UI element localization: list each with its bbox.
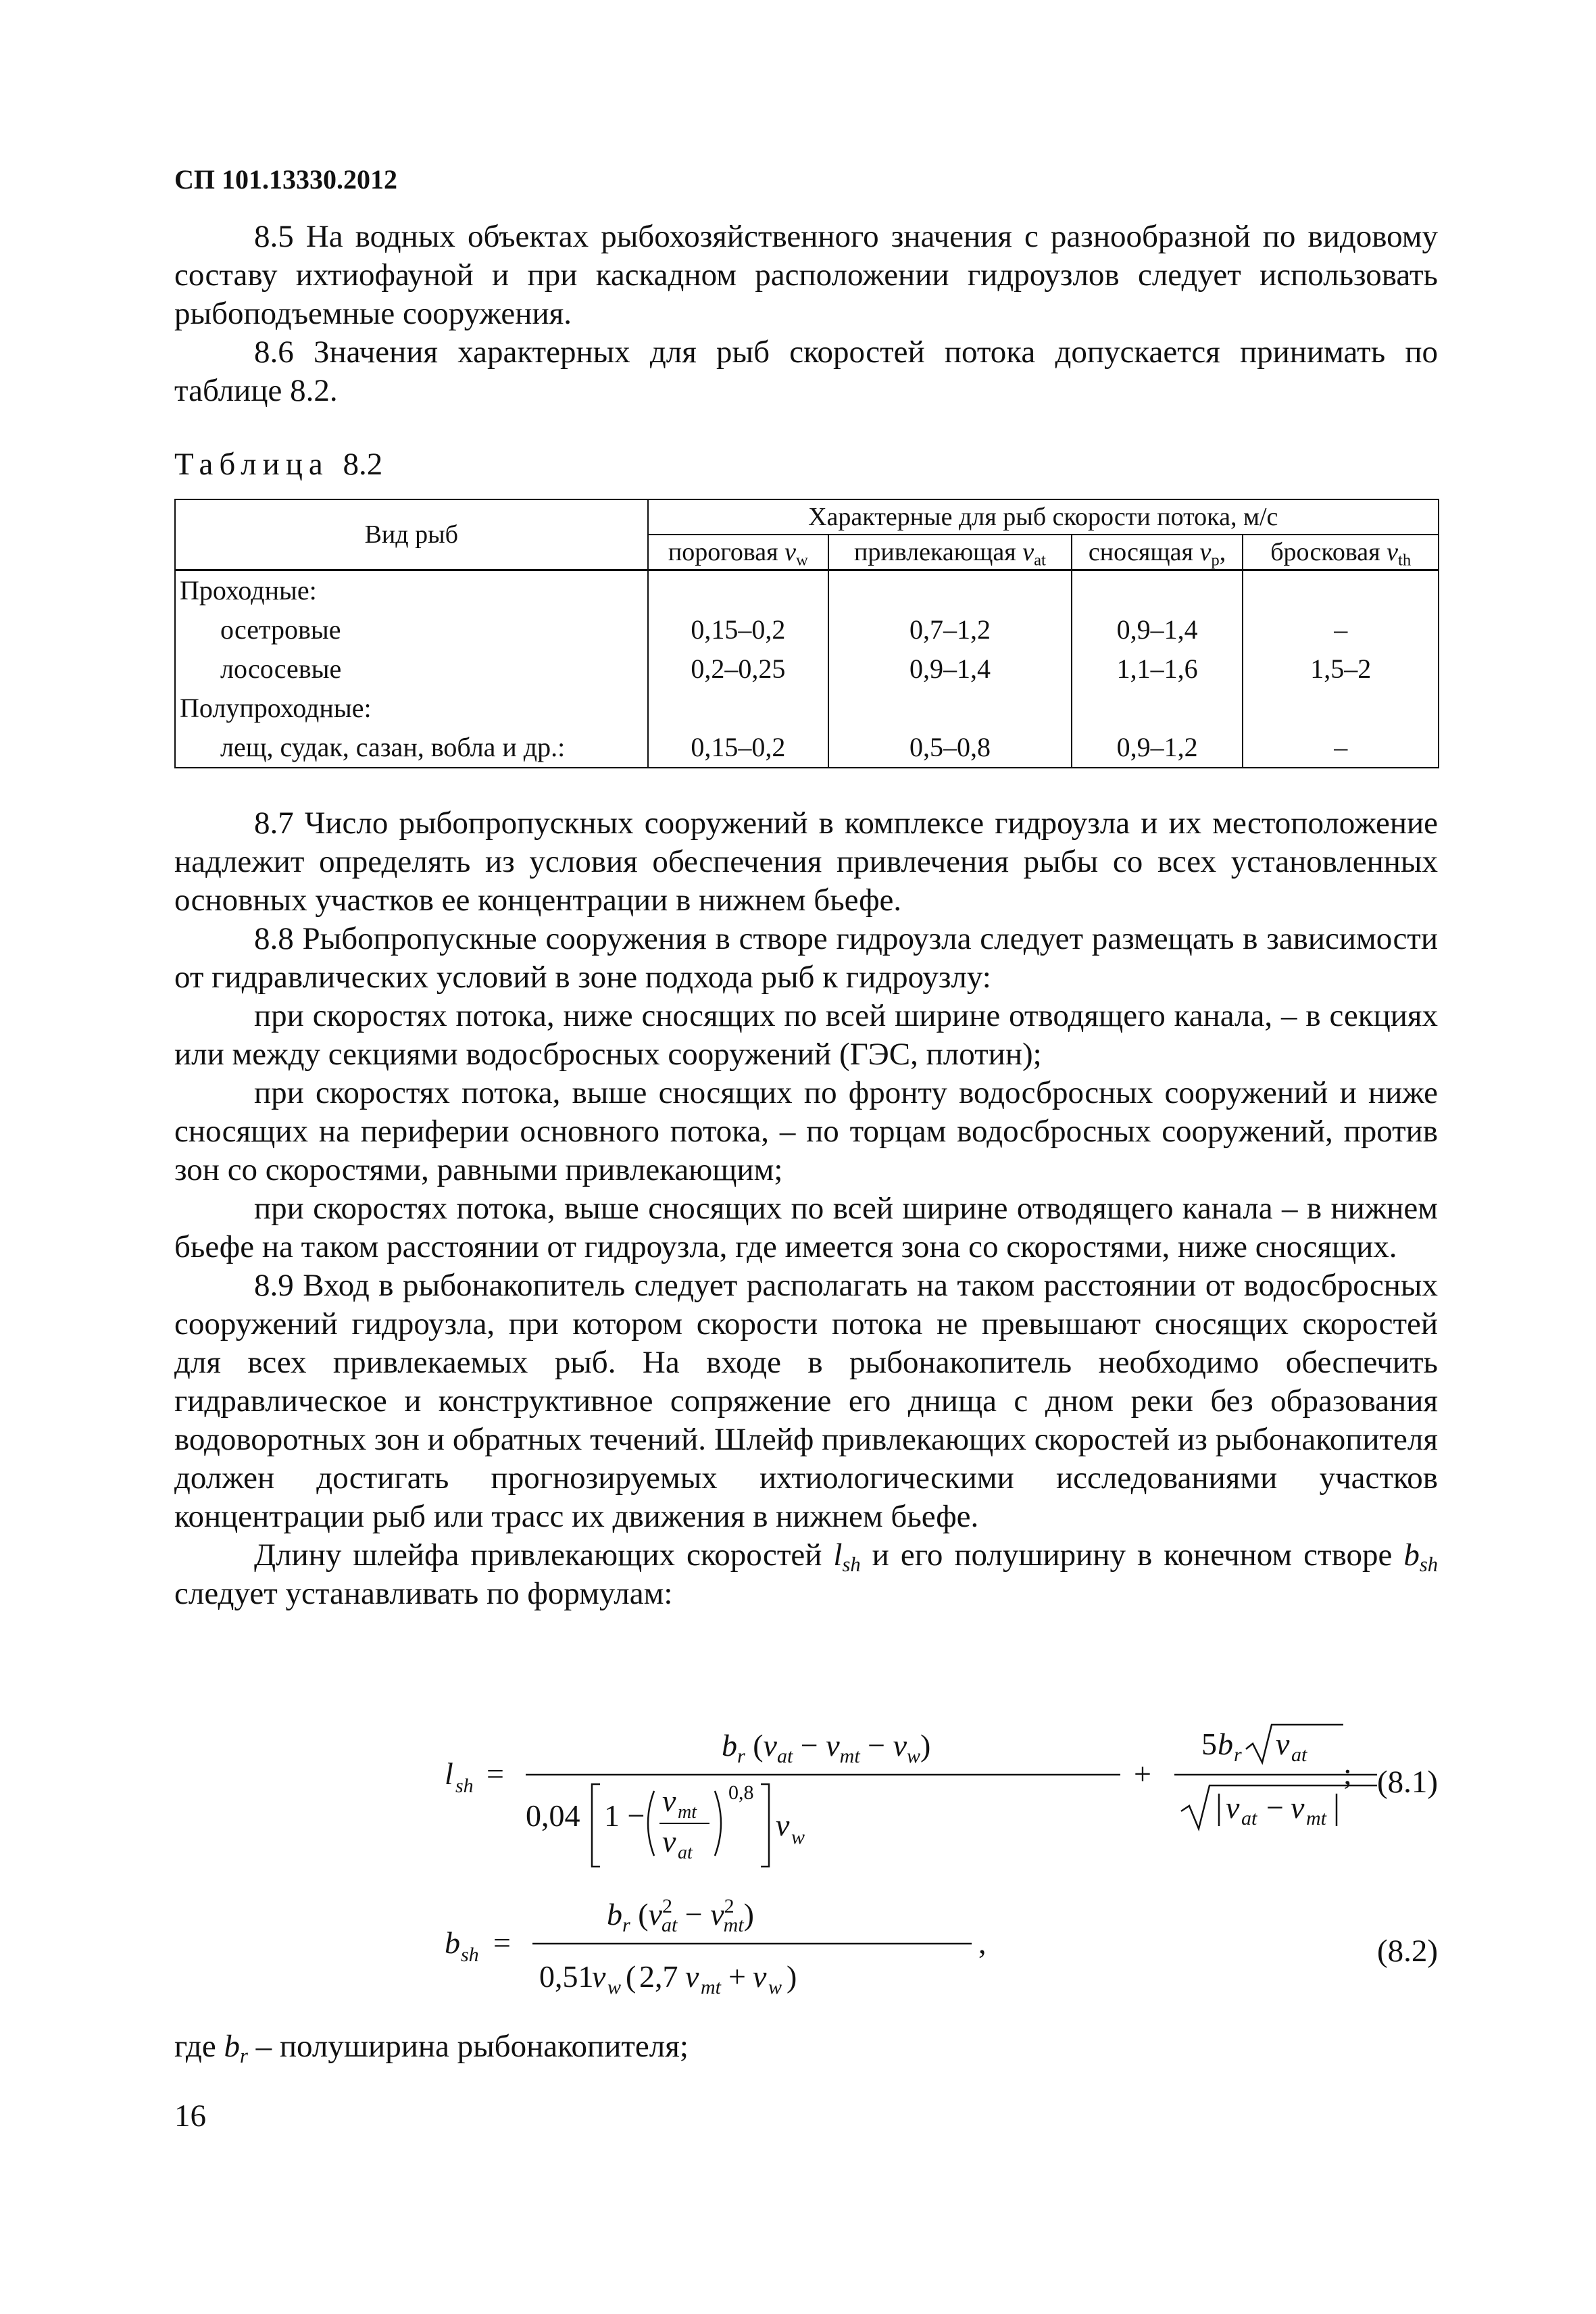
where-clause (174, 2027, 1438, 2066)
svg-text:mt: mt (1306, 1807, 1326, 1829)
value-cell: 0,9–1,4 (1116, 614, 1198, 645)
header-sweeping-speed: сносящая $v_p$, (1072, 535, 1243, 570)
paragraph-8-9: 8.9 Вход в рыбонакопитель следует располагать на таком расстоянии от водосбросных сооружений гидроузла, при котором скорости потока не превышают сносящих скоростей для всех привлекаемых рыб. На входе в рыбонакопитель необходимо обеспечить гидравлическое и конструктивное сопряжение его днища с дном реки без образования водоворотных зон и обратных течений. Шлейф привлекающих скоростей из рыбонакопителя должен достигать прогнозируемых ихтиологическими исследованиями участков концентрации рыб или трасс их движения в нижнем бьефе. (174, 1268, 1438, 1534)
paragraph-8-8-item-1: при скоростях потока, ниже сносящих по всей ширине отводящего канала, – в секциях или между секциями водосбросных сооружений (ГЭС, плотин); (174, 998, 1438, 1072)
svg-text:mt: mt (701, 1976, 721, 1998)
coef-5: 5 (1201, 1727, 1217, 1761)
svg-text:v: v (1291, 1790, 1305, 1825)
value-cell: 0,15–0,2 (691, 732, 786, 762)
throw-values-cell (1243, 570, 1439, 768)
sweeping-values-cell (1072, 570, 1243, 768)
equation-number-8-2: (8.2) (1376, 1934, 1438, 1969)
svg-text:sh: sh (455, 1775, 474, 1797)
equation-number-8-1: (8.1) (1376, 1765, 1438, 1800)
svg-text:v: v (776, 1808, 790, 1842)
svg-text:at: at (678, 1842, 693, 1863)
svg-text:r: r (1234, 1744, 1242, 1766)
svg-text:v: v (662, 1783, 676, 1818)
paragraph-8-6: 8.6 Значения характерных для рыб скоростей потока допускается принимать по таблице 8.2. (174, 335, 1438, 408)
svg-text:=: = (493, 1925, 511, 1960)
fish-name: осетровые (220, 614, 341, 645)
formula-8-1 (174, 1710, 1438, 1872)
table-caption-number: 8.2 (343, 447, 383, 482)
value-cell: 0,15–0,2 (691, 614, 786, 645)
svg-text:l: l (445, 1756, 453, 1791)
header-threshold-speed: пороговая $v_w$ (648, 535, 829, 570)
fish-name: лещ, судак, сазан, вобла и др.: (220, 732, 566, 762)
value-cell: 0,5–0,8 (909, 732, 991, 762)
svg-text:=: = (487, 1756, 504, 1791)
svg-text:v: v (753, 1959, 767, 1994)
svg-text:v: v (685, 1959, 699, 1994)
value-cell: 0,9–1,2 (1116, 732, 1198, 762)
value-cell: – (1334, 614, 1348, 645)
fish-names-cell (175, 570, 648, 768)
formula-8-2-expression (445, 1886, 1053, 2021)
value-cell: 1,1–1,6 (1116, 654, 1198, 684)
value-cell: 0,9–1,4 (909, 654, 991, 684)
paragraph-8-7: 8.7 Число рыбопропускных сооружений в комплексе гидроузла и их местоположение надлежит определять из условия обеспечения привлечения рыбы со всех установленных основных участков ее концентрации в нижнем бьефе. (174, 806, 1438, 918)
svg-text:br (v2at − v2mt): $b_r$ ($v^2$ at − $v^2$ mt) (607, 1895, 754, 1936)
svg-text:−: − (1266, 1790, 1284, 1825)
table-caption (174, 446, 382, 483)
header-attracting-speed: привлекающая $v_{at}$ (828, 535, 1072, 570)
svg-text:1 −: 1 − (604, 1798, 645, 1833)
coef-004: 0,04 (526, 1798, 580, 1833)
group-title-semi-anadromous: Полупроходные: (180, 693, 372, 723)
svg-text:w: w (791, 1826, 805, 1848)
paragraph-8-8-item-3: при скоростях потока, выше сносящих по всей ширине отводящего канала – в нижнем бьефе на таком расстоянии от гидроузла, где имеется зона со скоростями, ниже сносящих. (174, 1191, 1438, 1264)
svg-text:+: + (728, 1959, 746, 1994)
svg-text:+: + (1134, 1756, 1151, 1791)
attracting-values-cell (828, 570, 1072, 768)
svg-text:(: ( (626, 1959, 637, 1994)
exponent: 0,8 (728, 1781, 754, 1804)
svg-text:w: w (768, 1976, 782, 1998)
document-code: СП 101.13330.2012 (174, 164, 397, 195)
formula-8-1-expression (445, 1710, 1391, 1879)
where-line: где $b_r$ – полуширина рыбонакопителя; (174, 2029, 689, 2068)
svg-text:): ) (787, 1959, 797, 1994)
svg-text:at: at (1291, 1744, 1307, 1766)
coef-051: 0,51 (539, 1959, 594, 1994)
header-throw-speed: бросковая $v_{th}$ (1243, 535, 1439, 570)
table-caption-word: Таблица (174, 447, 329, 482)
value-cell: 0,2–0,25 (691, 654, 786, 684)
fish-name: лососевые (220, 654, 342, 684)
svg-text:w: w (607, 1976, 622, 1998)
formula-intro: Длину шлейфа привлекающих скоростей $l_{sh}$ и его полуширину в конечном створе $b_{sh}$ следует устанавливать по формулам: (174, 1537, 1438, 1611)
svg-text:sh: sh (461, 1944, 479, 1966)
svg-text:v: v (1226, 1790, 1240, 1825)
svg-text:b: b (445, 1925, 460, 1960)
svg-text:mt: mt (678, 1802, 697, 1823)
group-title-anadromous: Проходные: (180, 575, 317, 606)
main-paragraphs (174, 804, 1438, 1613)
header-flow-speeds: Характерные для рыб скорости потока, м/с (648, 499, 1439, 535)
intro-paragraphs (174, 218, 1438, 410)
formula-8-2 (174, 1886, 1438, 2048)
svg-text:v: v (662, 1824, 676, 1858)
value-cell: 1,5–2 (1310, 654, 1372, 684)
paragraph-8-8: 8.8 Рыбопропускные сооружения в створе гидроузла следует размещать в зависимости от гидравлических условий в зоне подхода рыб к гидроузлу: (174, 921, 1438, 995)
value-cell: – (1334, 732, 1348, 762)
header-fish-species: Вид рыб (175, 499, 648, 570)
page-number: 16 (174, 2098, 206, 2134)
svg-text:v: v (592, 1959, 606, 1994)
svg-text:v: v (1276, 1727, 1290, 1761)
threshold-values-cell (648, 570, 829, 768)
svg-text:br (vat − vmt − vw): $b_r$ $(v_{at} - v_{mt} - v_w)$ (722, 1728, 931, 1767)
coef-27: 2,7 (639, 1959, 678, 1994)
svg-text:b: b (1218, 1727, 1233, 1761)
svg-text:at: at (1241, 1807, 1257, 1829)
value-cell: 0,7–1,2 (909, 614, 991, 645)
fish-speeds-table (174, 499, 1439, 768)
svg-text:;: ; (1343, 1756, 1352, 1791)
paragraph-8-5: 8.5 На водных объектах рыбохозяйственного значения с разнообразной по видовому составу ихтиофауной и при каскадном расположении гидроузлов следует использовать рыбоподъемные сооружения. (174, 219, 1438, 331)
paragraph-8-8-item-2: при скоростях потока, выше сносящих по фронту водосбросных сооружений и ниже сносящих на периферии основного потока, – по торцам водосбросных сооружений, против зон со скоростями, равными привлекающим; (174, 1075, 1438, 1187)
svg-text:,: , (978, 1925, 987, 1960)
